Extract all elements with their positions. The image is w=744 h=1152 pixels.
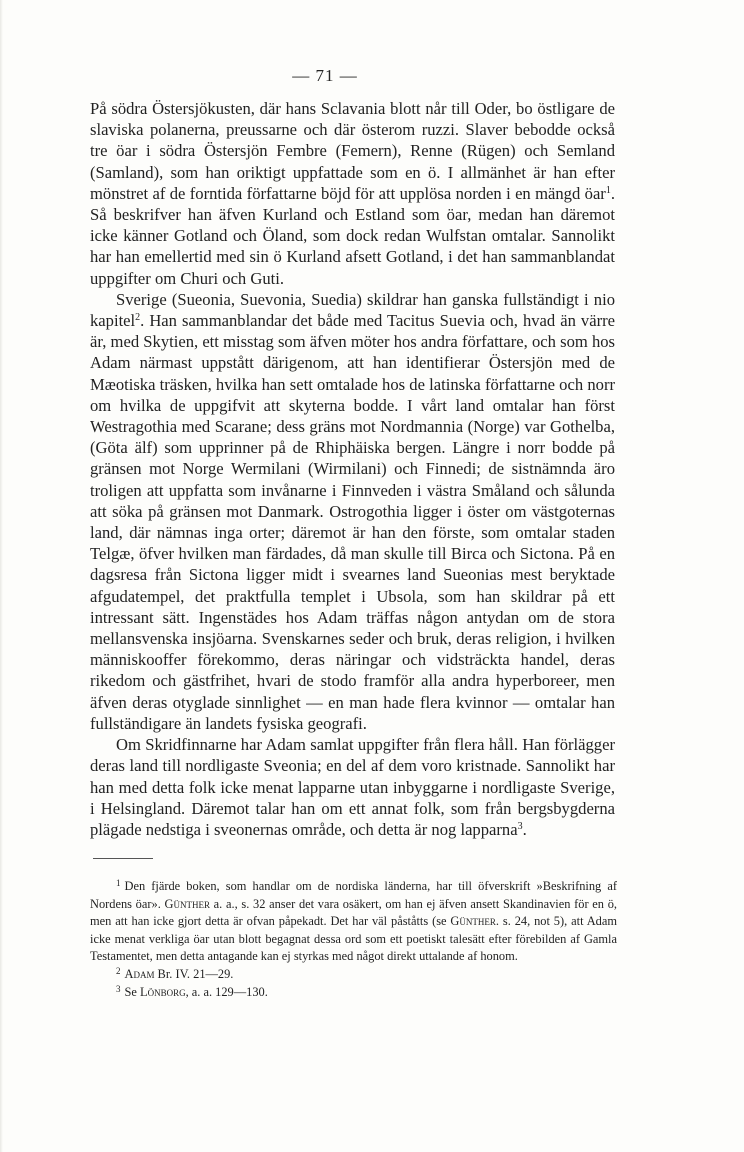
text-run: . bbox=[522, 819, 527, 839]
text-run: . Han sammanblandar det både med Tacitus Suevia och, hvad än värre är, med Skytien, ett misstag som äfven möter hos andra författare, och som hos Adam närmast uppstått därigenom, att han identifierar Östersjön med de Mæotiska träsken, hvilka han sett omtalade hos de latinska författarne och norr om hvilka de uppgifvit att skyterna bodde. I vårt land omtalar han först Westragothia med Scarane; dess gräns mot Nordmannia (Norge) var Gothelba, (Göta älf) som upprinner på de Rhiphäiska bergen. Längre i norr bodde på gränsen mot Norge Wermilani (Wirmilani) och Finnedi; de sistnämnda äro troligen att uppfatta som invånarne i Finnveden i västra Småland och sålunda att söka på gränsen mot Danmark. Ostrogothia ligger i öster om västgoternas land, där nämnas inga orter; däremot är han den förste, som omtalar staden Telgæ, öfver hvilken man färdades, då man skulle till Birca och Sictona. På en dagsresa från Sictona ligger midt i svearnes land Sueonias mest beryktade afgudatempel, det praktfulla templet i Ubsola, som han skildrar på ett intressant sätt. Ingenstädes hos Adam träffas någon antydan om de stora mellansvenska insjöarna. Svenskarnes seder och bruk, deras religion, i hvilken människooffer förekommo, deras näringar och vidsträckta handel, deras rikedom och gästfrihet, hvari de stodo framför alla andra hyperboreer, men äfven deras otyglade sinnlighet — en man hade flera kvinnor — omtalar han fullständigare än landets fysiska geografi. bbox=[90, 311, 615, 733]
footnote-reference: 1 bbox=[605, 184, 611, 196]
paragraph bbox=[90, 98, 615, 289]
body-text bbox=[90, 98, 615, 840]
footnote bbox=[90, 966, 617, 984]
footnote-number: 3 bbox=[116, 983, 121, 994]
author-name: Adam bbox=[124, 966, 155, 981]
scan-edge bbox=[0, 0, 3, 1152]
footnote-reference: 2 bbox=[135, 312, 141, 324]
author-name: Günther bbox=[164, 896, 210, 911]
paragraph bbox=[90, 289, 615, 734]
footnotes bbox=[90, 878, 617, 1001]
text-run: . Så beskrifver han äfven Kurland och Estland som öar, medan han däremot icke känner Gotland och Öland, som dock redan Wulfstan omtalar. Sannolikt har han emellertid med sin ö Kurland afsett Gotland, i det han sammanblandat uppgifter om Churi och Guti. bbox=[90, 183, 615, 288]
text-run: På södra Östersjökusten, där hans Sclavania blott når till Oder, bo östligare de slaviska polanerna, preussarne och där österom ruzzi. Slaver bebodde också tre öar i södra Östersjön Fembre (Femern), Renne (Rügen) och Semland (Samland), som han oriktigt uppfattade som en ö. I allmänhet är han efter mönstret af de forntida författarne böjd för att upplösa norden i en mängd öar bbox=[90, 99, 615, 203]
text-run: Om Skridfinnarne har Adam samlat uppgifter från flera håll. Han förlägger deras land till nordligaste Sveonia; en del af dem voro kristnade. Sannolikt har han med detta folk icke menat lapparne utan inbyggarne i nordligaste Sverige, i Helsingland. Däremot talar han om ett annat folk, som från bergsbygderna plägade nedstiga i sveonernas område, och detta är nog lapparna bbox=[90, 735, 615, 839]
text-run: Se bbox=[124, 984, 140, 999]
author-name: Günther bbox=[450, 914, 496, 929]
footnote-number: 2 bbox=[116, 965, 121, 976]
text-run: Den fjärde boken, som handlar om de nordiska länderna, har till öfverskrift »Beskrifning af Nordens öar». bbox=[90, 879, 617, 911]
footnote-number: 1 bbox=[116, 878, 121, 888]
text-run: Sverige (Sueonia, Suevonia, Suedia) skildrar han ganska fullständigt i nio kapitel bbox=[90, 289, 615, 331]
footnote bbox=[90, 984, 617, 1002]
paragraph bbox=[90, 734, 615, 840]
footnote-reference: 3 bbox=[517, 820, 523, 832]
text-run: a. a., s. 32 anser det vara osäkert, om han ej äfven ansett Skandinavien för en ö, men att han icke gjort detta är ofvan påpekadt. Det har väl påståtts (se bbox=[90, 896, 617, 929]
footnote-divider bbox=[93, 858, 153, 859]
text-run: , a. a. 129—130. bbox=[185, 984, 268, 999]
text-run: . s. 24, not 5), att Adam icke menat verkliga öar utan blott begagnat dessa ord som ett poetiskt talesätt efter förebilden af Gamla Testamentet, men detta antagande kan ej styrkas med något direkt uttalande af honom. bbox=[90, 914, 618, 964]
page-number: — 71 — bbox=[292, 66, 358, 85]
footnote bbox=[90, 878, 617, 966]
text-run: Br. IV. 21—29. bbox=[154, 966, 234, 981]
author-name: Lönborg bbox=[140, 984, 186, 999]
